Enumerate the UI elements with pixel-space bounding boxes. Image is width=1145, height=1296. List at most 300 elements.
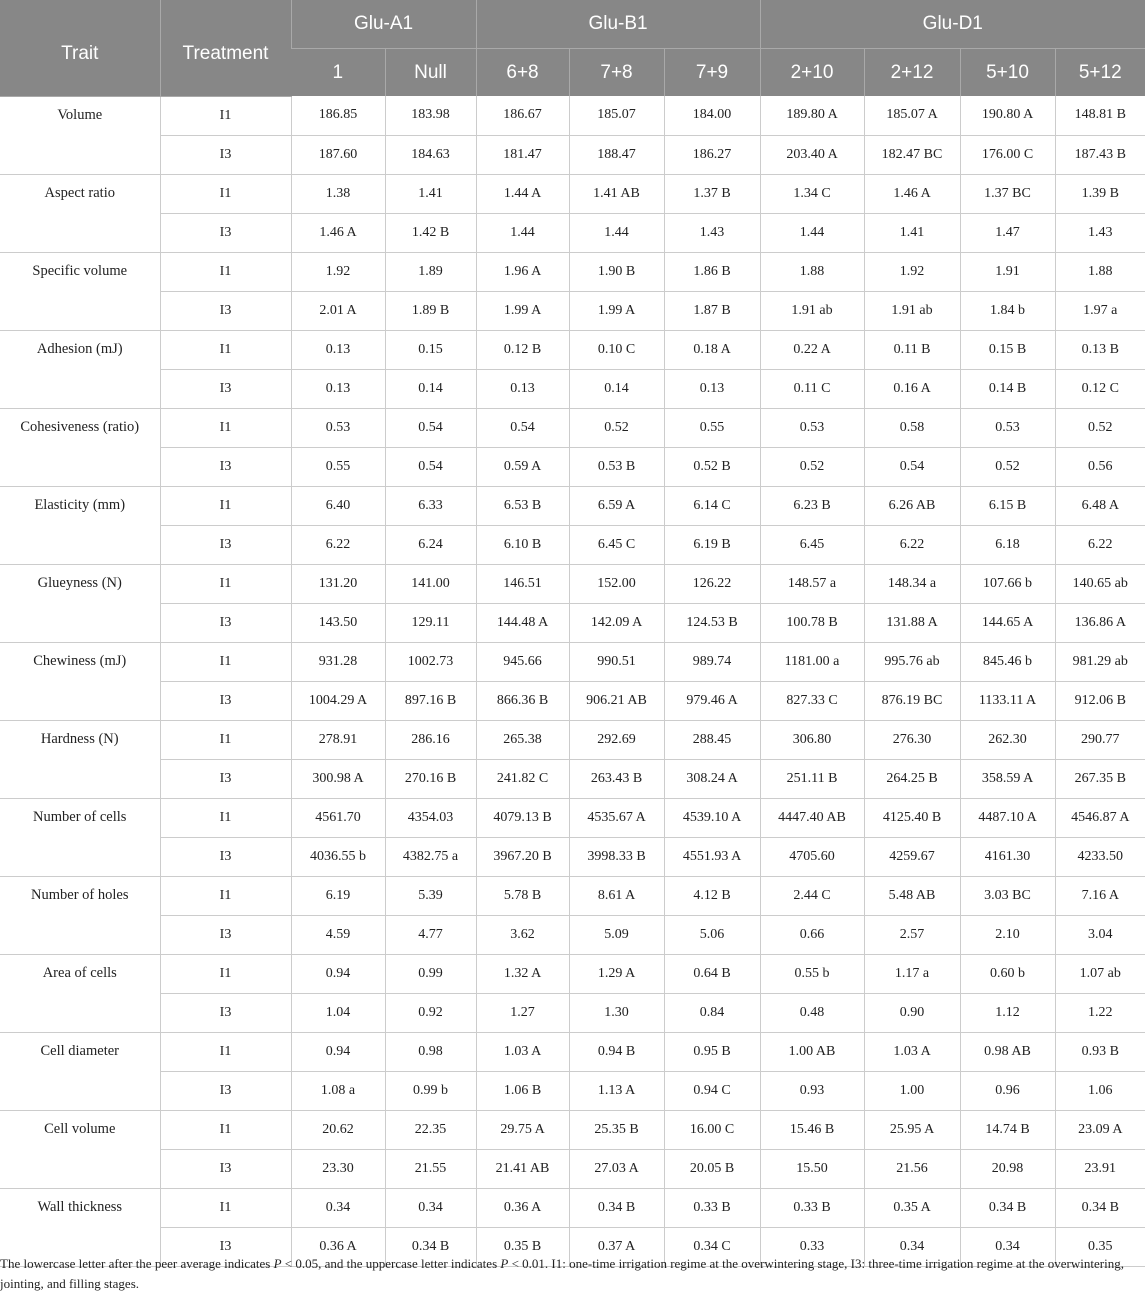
value-cell: 866.36 B: [476, 681, 569, 720]
value-cell: 0.33 B: [760, 1188, 864, 1227]
value-cell: 0.16 A: [864, 369, 960, 408]
trait-name-cell: Wall thickness: [0, 1188, 160, 1266]
value-cell: 265.38: [476, 720, 569, 759]
value-cell: 4546.87 A: [1055, 798, 1145, 837]
value-cell: 29.75 A: [476, 1110, 569, 1149]
value-cell: 4535.67 A: [569, 798, 664, 837]
value-cell: 6.45 C: [569, 525, 664, 564]
table-row: [0, 1071, 1145, 1110]
trait-name-cell: Specific volume: [0, 252, 160, 330]
trait-name-cell: Cell diameter: [0, 1032, 160, 1110]
value-cell: 140.65 ab: [1055, 564, 1145, 603]
treatment-cell: I3: [160, 291, 291, 330]
trait-name-cell: Volume: [0, 96, 160, 174]
value-cell: 0.84: [664, 993, 760, 1032]
value-cell: 0.94 C: [664, 1071, 760, 1110]
value-cell: 23.09 A: [1055, 1110, 1145, 1149]
value-cell: 263.43 B: [569, 759, 664, 798]
treatment-cell: I1: [160, 174, 291, 213]
value-cell: 0.99: [385, 954, 476, 993]
value-cell: 0.56: [1055, 447, 1145, 486]
footnote-text: < 0.01. I1: one-time irrigation regime at the overwintering stage, I3: three-time irrigation regime at the overwintering, jointing, and filling stages.: [0, 1256, 1124, 1291]
trait-name-cell: Elasticity (mm): [0, 486, 160, 564]
value-cell: 5.06: [664, 915, 760, 954]
value-cell: 3.03 BC: [960, 876, 1055, 915]
value-cell: 897.16 B: [385, 681, 476, 720]
value-cell: 0.34: [291, 1188, 385, 1227]
value-cell: 5.39: [385, 876, 476, 915]
value-cell: 989.74: [664, 642, 760, 681]
value-cell: 107.66 b: [960, 564, 1055, 603]
value-cell: 143.50: [291, 603, 385, 642]
treatment-cell: I3: [160, 915, 291, 954]
value-cell: 1.87 B: [664, 291, 760, 330]
table-header: [0, 0, 1145, 96]
value-cell: 1004.29 A: [291, 681, 385, 720]
value-cell: 1.39 B: [1055, 174, 1145, 213]
value-cell: 0.35 A: [864, 1188, 960, 1227]
value-cell: 0.12 C: [1055, 369, 1145, 408]
header-subgroup: 1: [291, 49, 385, 97]
value-cell: 146.51: [476, 564, 569, 603]
value-cell: 292.69: [569, 720, 664, 759]
value-cell: 267.35 B: [1055, 759, 1145, 798]
table-row: [0, 720, 1145, 759]
treatment-cell: I3: [160, 213, 291, 252]
value-cell: 990.51: [569, 642, 664, 681]
treatment-cell: I1: [160, 1188, 291, 1227]
trait-name-cell: Area of cells: [0, 954, 160, 1032]
value-cell: 0.52: [760, 447, 864, 486]
treatment-cell: I1: [160, 252, 291, 291]
value-cell: 1.84 b: [960, 291, 1055, 330]
value-cell: 286.16: [385, 720, 476, 759]
table-footnote: [0, 1254, 1140, 1294]
value-cell: 6.40: [291, 486, 385, 525]
table-row: [0, 954, 1145, 993]
table-row: [0, 96, 1145, 135]
value-cell: 0.52: [960, 447, 1055, 486]
value-cell: 3998.33 B: [569, 837, 664, 876]
table-row: [0, 1032, 1145, 1071]
value-cell: 0.94: [291, 1032, 385, 1071]
value-cell: 141.00: [385, 564, 476, 603]
value-cell: 20.05 B: [664, 1149, 760, 1188]
value-cell: 0.37 A: [569, 1227, 664, 1266]
value-cell: 0.14: [385, 369, 476, 408]
treatment-cell: I1: [160, 798, 291, 837]
table-row: [0, 915, 1145, 954]
value-cell: 1.27: [476, 993, 569, 1032]
value-cell: 0.36 A: [291, 1227, 385, 1266]
value-cell: 1.08 a: [291, 1071, 385, 1110]
value-cell: 1.91 ab: [864, 291, 960, 330]
value-cell: 0.14 B: [960, 369, 1055, 408]
value-cell: 906.21 AB: [569, 681, 664, 720]
trait-name-cell: Number of holes: [0, 876, 160, 954]
value-cell: 1.91: [960, 252, 1055, 291]
value-cell: 1.92: [291, 252, 385, 291]
value-cell: 22.35: [385, 1110, 476, 1149]
trait-name-cell: Aspect ratio: [0, 174, 160, 252]
table-row: [0, 1188, 1145, 1227]
value-cell: 1.44 A: [476, 174, 569, 213]
header-subgroup: Null: [385, 49, 476, 97]
value-cell: 0.34: [864, 1227, 960, 1266]
value-cell: 0.92: [385, 993, 476, 1032]
value-cell: 16.00 C: [664, 1110, 760, 1149]
table-row: [0, 174, 1145, 213]
value-cell: 4.77: [385, 915, 476, 954]
value-cell: 21.55: [385, 1149, 476, 1188]
treatment-cell: I3: [160, 447, 291, 486]
value-cell: 0.66: [760, 915, 864, 954]
value-cell: 4705.60: [760, 837, 864, 876]
value-cell: 190.80 A: [960, 96, 1055, 135]
value-cell: 0.15: [385, 330, 476, 369]
value-cell: 0.34 B: [960, 1188, 1055, 1227]
header-subgroup: 2+12: [864, 49, 960, 97]
treatment-cell: I1: [160, 954, 291, 993]
value-cell: 0.10 C: [569, 330, 664, 369]
value-cell: 1.30: [569, 993, 664, 1032]
value-cell: 1.46 A: [291, 213, 385, 252]
value-cell: 0.11 B: [864, 330, 960, 369]
treatment-cell: I3: [160, 603, 291, 642]
value-cell: 6.45: [760, 525, 864, 564]
table-row: [0, 1110, 1145, 1149]
value-cell: 0.52: [569, 408, 664, 447]
footnote-text: < 0.05, and the uppercase letter indicates: [281, 1256, 501, 1271]
value-cell: 187.60: [291, 135, 385, 174]
value-cell: 0.93 B: [1055, 1032, 1145, 1071]
value-cell: 185.07: [569, 96, 664, 135]
value-cell: 306.80: [760, 720, 864, 759]
value-cell: 5.78 B: [476, 876, 569, 915]
value-cell: 131.88 A: [864, 603, 960, 642]
value-cell: 20.98: [960, 1149, 1055, 1188]
value-cell: 0.34 B: [569, 1188, 664, 1227]
value-cell: 1.37 BC: [960, 174, 1055, 213]
table-row: [0, 369, 1145, 408]
value-cell: 4354.03: [385, 798, 476, 837]
trait-name-cell: Chewiness (mJ): [0, 642, 160, 720]
value-cell: 1.86 B: [664, 252, 760, 291]
value-cell: 0.53: [760, 408, 864, 447]
value-cell: 4.59: [291, 915, 385, 954]
table-row: [0, 603, 1145, 642]
value-cell: 6.22: [1055, 525, 1145, 564]
value-cell: 1.89: [385, 252, 476, 291]
value-cell: 4079.13 B: [476, 798, 569, 837]
value-cell: 288.45: [664, 720, 760, 759]
value-cell: 185.07 A: [864, 96, 960, 135]
value-cell: 15.50: [760, 1149, 864, 1188]
value-cell: 1.34 C: [760, 174, 864, 213]
header-trait: Trait: [0, 0, 160, 96]
value-cell: 0.15 B: [960, 330, 1055, 369]
value-cell: 15.46 B: [760, 1110, 864, 1149]
table-row: [0, 642, 1145, 681]
table-row: [0, 252, 1145, 291]
value-cell: 0.33: [760, 1227, 864, 1266]
value-cell: 5.48 AB: [864, 876, 960, 915]
value-cell: 0.48: [760, 993, 864, 1032]
value-cell: 1.91 ab: [760, 291, 864, 330]
value-cell: 1.47: [960, 213, 1055, 252]
value-cell: 2.01 A: [291, 291, 385, 330]
treatment-cell: I1: [160, 1110, 291, 1149]
value-cell: 0.12 B: [476, 330, 569, 369]
value-cell: 981.29 ab: [1055, 642, 1145, 681]
table-row: [0, 213, 1145, 252]
value-cell: 126.22: [664, 564, 760, 603]
value-cell: 187.43 B: [1055, 135, 1145, 174]
value-cell: 0.11 C: [760, 369, 864, 408]
table-row: [0, 759, 1145, 798]
value-cell: 264.25 B: [864, 759, 960, 798]
value-cell: 2.10: [960, 915, 1055, 954]
value-cell: 6.18: [960, 525, 1055, 564]
value-cell: 0.53: [960, 408, 1055, 447]
treatment-cell: I3: [160, 993, 291, 1032]
value-cell: 0.13: [291, 369, 385, 408]
value-cell: 186.27: [664, 135, 760, 174]
value-cell: 912.06 B: [1055, 681, 1145, 720]
value-cell: 308.24 A: [664, 759, 760, 798]
value-cell: 0.90: [864, 993, 960, 1032]
footnote-p-symbol: P: [273, 1256, 282, 1271]
value-cell: 142.09 A: [569, 603, 664, 642]
trait-name-cell: Cohesiveness (ratio): [0, 408, 160, 486]
value-cell: 129.11: [385, 603, 476, 642]
value-cell: 0.13: [664, 369, 760, 408]
value-cell: 124.53 B: [664, 603, 760, 642]
value-cell: 182.47 BC: [864, 135, 960, 174]
treatment-cell: I3: [160, 759, 291, 798]
treatment-cell: I1: [160, 564, 291, 603]
value-cell: 0.18 A: [664, 330, 760, 369]
treatment-cell: I1: [160, 720, 291, 759]
value-cell: 0.14: [569, 369, 664, 408]
treatment-cell: I3: [160, 837, 291, 876]
value-cell: 1.42 B: [385, 213, 476, 252]
value-cell: 251.11 B: [760, 759, 864, 798]
trait-name-cell: Number of cells: [0, 798, 160, 876]
value-cell: 1.44: [476, 213, 569, 252]
treatment-cell: I1: [160, 486, 291, 525]
value-cell: 0.98: [385, 1032, 476, 1071]
value-cell: 186.85: [291, 96, 385, 135]
value-cell: 0.13: [291, 330, 385, 369]
treatment-cell: I3: [160, 369, 291, 408]
value-cell: 6.26 AB: [864, 486, 960, 525]
value-cell: 1133.11 A: [960, 681, 1055, 720]
value-cell: 845.46 b: [960, 642, 1055, 681]
header-group-glu-b1: Glu-B1: [476, 0, 760, 49]
value-cell: 6.59 A: [569, 486, 664, 525]
table-row: [0, 408, 1145, 447]
header-group-glu-d1: Glu-D1: [760, 0, 1145, 49]
table-row: [0, 993, 1145, 1032]
value-cell: 0.52: [1055, 408, 1145, 447]
value-cell: 184.00: [664, 96, 760, 135]
value-cell: 0.54: [385, 447, 476, 486]
treatment-cell: I3: [160, 1227, 291, 1266]
footnote-text: The lowercase letter after the peer average indicates: [0, 1256, 274, 1271]
value-cell: 23.30: [291, 1149, 385, 1188]
value-cell: 0.13 B: [1055, 330, 1145, 369]
value-cell: 1.03 A: [864, 1032, 960, 1071]
value-cell: 0.35: [1055, 1227, 1145, 1266]
value-cell: 1.44: [569, 213, 664, 252]
value-cell: 1.99 A: [569, 291, 664, 330]
value-cell: 1.97 a: [1055, 291, 1145, 330]
table-row: [0, 564, 1145, 603]
value-cell: 241.82 C: [476, 759, 569, 798]
treatment-cell: I3: [160, 135, 291, 174]
value-cell: 945.66: [476, 642, 569, 681]
treatment-cell: I1: [160, 96, 291, 135]
value-cell: 0.95 B: [664, 1032, 760, 1071]
value-cell: 0.55 b: [760, 954, 864, 993]
value-cell: 14.74 B: [960, 1110, 1055, 1149]
table-row: [0, 1149, 1145, 1188]
value-cell: 148.81 B: [1055, 96, 1145, 135]
value-cell: 0.54: [864, 447, 960, 486]
value-cell: 100.78 B: [760, 603, 864, 642]
header-subgroup: 7+9: [664, 49, 760, 97]
footnote-p-symbol: P: [500, 1256, 509, 1271]
value-cell: 0.94 B: [569, 1032, 664, 1071]
value-cell: 189.80 A: [760, 96, 864, 135]
value-cell: 0.34: [385, 1188, 476, 1227]
value-cell: 6.24: [385, 525, 476, 564]
treatment-cell: I1: [160, 1032, 291, 1071]
value-cell: 300.98 A: [291, 759, 385, 798]
table-row: [0, 135, 1145, 174]
trait-name-cell: Adhesion (mJ): [0, 330, 160, 408]
value-cell: 7.16 A: [1055, 876, 1145, 915]
value-cell: 25.35 B: [569, 1110, 664, 1149]
value-cell: 6.33: [385, 486, 476, 525]
value-cell: 1.03 A: [476, 1032, 569, 1071]
table-row: [0, 525, 1145, 564]
value-cell: 3.04: [1055, 915, 1145, 954]
value-cell: 4551.93 A: [664, 837, 760, 876]
value-cell: 188.47: [569, 135, 664, 174]
value-cell: 6.22: [291, 525, 385, 564]
value-cell: 4259.67: [864, 837, 960, 876]
value-cell: 1.41: [864, 213, 960, 252]
treatment-cell: I1: [160, 330, 291, 369]
value-cell: 203.40 A: [760, 135, 864, 174]
value-cell: 4161.30: [960, 837, 1055, 876]
value-cell: 1181.00 a: [760, 642, 864, 681]
value-cell: 995.76 ab: [864, 642, 960, 681]
treatment-cell: I1: [160, 876, 291, 915]
value-cell: 1.12: [960, 993, 1055, 1032]
value-cell: 1.00: [864, 1071, 960, 1110]
value-cell: 3.62: [476, 915, 569, 954]
value-cell: 21.41 AB: [476, 1149, 569, 1188]
value-cell: 0.55: [664, 408, 760, 447]
treatment-cell: I3: [160, 1149, 291, 1188]
value-cell: 0.22 A: [760, 330, 864, 369]
value-cell: 144.65 A: [960, 603, 1055, 642]
value-cell: 25.95 A: [864, 1110, 960, 1149]
value-cell: 6.14 C: [664, 486, 760, 525]
table-row: [0, 837, 1145, 876]
value-cell: 148.57 a: [760, 564, 864, 603]
value-cell: 2.44 C: [760, 876, 864, 915]
header-subgroup: 2+10: [760, 49, 864, 97]
header-subgroup: 7+8: [569, 49, 664, 97]
header-subgroup: 5+10: [960, 49, 1055, 97]
value-cell: 876.19 BC: [864, 681, 960, 720]
value-cell: 4233.50: [1055, 837, 1145, 876]
value-cell: 0.52 B: [664, 447, 760, 486]
value-cell: 1.89 B: [385, 291, 476, 330]
table-row: [0, 876, 1145, 915]
value-cell: 0.53: [291, 408, 385, 447]
value-cell: 0.93: [760, 1071, 864, 1110]
value-cell: 6.48 A: [1055, 486, 1145, 525]
value-cell: 1.44: [760, 213, 864, 252]
value-cell: 358.59 A: [960, 759, 1055, 798]
value-cell: 6.53 B: [476, 486, 569, 525]
value-cell: 0.96: [960, 1071, 1055, 1110]
value-cell: 0.55: [291, 447, 385, 486]
treatment-cell: I1: [160, 408, 291, 447]
table-row: [0, 486, 1145, 525]
value-cell: 262.30: [960, 720, 1055, 759]
value-cell: 1.22: [1055, 993, 1145, 1032]
header-group-glu-a1: Glu-A1: [291, 0, 476, 49]
value-cell: 3967.20 B: [476, 837, 569, 876]
value-cell: 1.88: [760, 252, 864, 291]
value-cell: 6.19 B: [664, 525, 760, 564]
treatment-cell: I3: [160, 681, 291, 720]
treatment-cell: I1: [160, 642, 291, 681]
value-cell: 4487.10 A: [960, 798, 1055, 837]
value-cell: 0.34: [960, 1227, 1055, 1266]
value-cell: 0.34 C: [664, 1227, 760, 1266]
table-row: [0, 798, 1145, 837]
table-body: [0, 96, 1145, 1266]
value-cell: 4036.55 b: [291, 837, 385, 876]
value-cell: 290.77: [1055, 720, 1145, 759]
table-row: [0, 681, 1145, 720]
value-cell: 931.28: [291, 642, 385, 681]
value-cell: 1.06 B: [476, 1071, 569, 1110]
value-cell: 4125.40 B: [864, 798, 960, 837]
value-cell: 184.63: [385, 135, 476, 174]
value-cell: 1002.73: [385, 642, 476, 681]
value-cell: 4.12 B: [664, 876, 760, 915]
table-row: [0, 447, 1145, 486]
value-cell: 0.34 B: [385, 1227, 476, 1266]
value-cell: 0.54: [476, 408, 569, 447]
value-cell: 2.57: [864, 915, 960, 954]
value-cell: 0.58: [864, 408, 960, 447]
value-cell: 21.56: [864, 1149, 960, 1188]
value-cell: 1.29 A: [569, 954, 664, 993]
value-cell: 0.53 B: [569, 447, 664, 486]
value-cell: 278.91: [291, 720, 385, 759]
value-cell: 131.20: [291, 564, 385, 603]
value-cell: 0.64 B: [664, 954, 760, 993]
